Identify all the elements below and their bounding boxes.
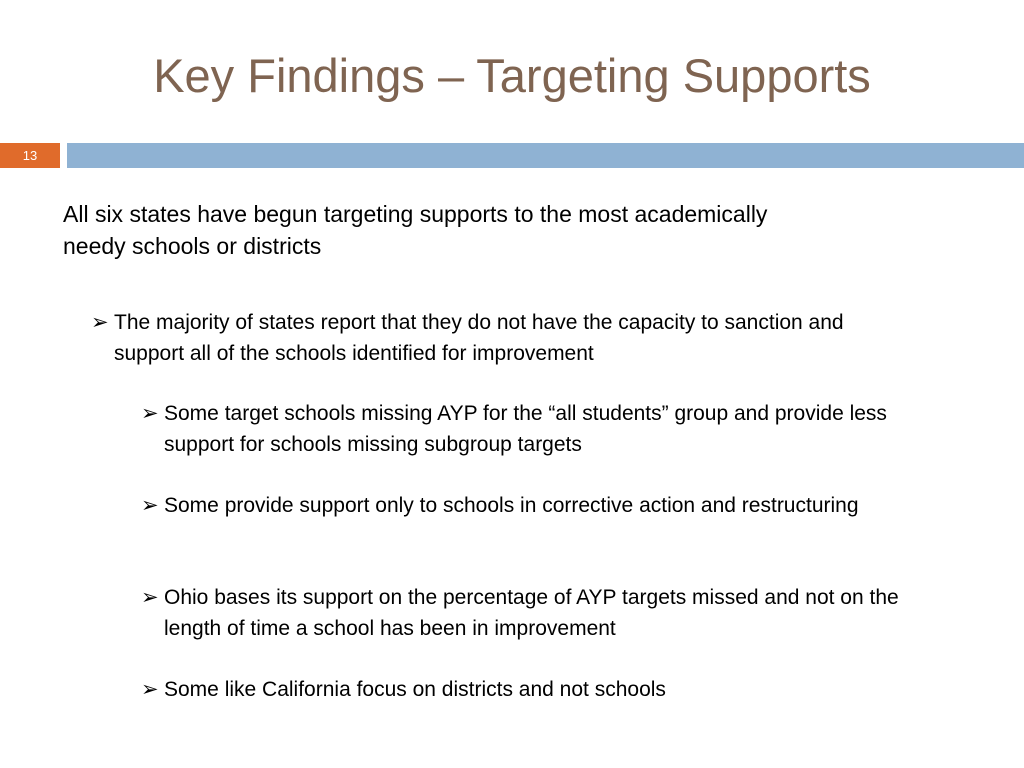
intro-paragraph: All six states have begun targeting supports to the most academically needy schools or districts bbox=[63, 201, 768, 259]
sub-bullet-text: Some target schools missing AYP for the “all students” group and provide less support for schools missing subgroup targets bbox=[164, 402, 887, 456]
slide-number-badge: 13 bbox=[0, 143, 60, 168]
arrow-bullet-icon: ➢ bbox=[141, 678, 159, 701]
sub-bullet-text: Some like California focus on districts and not schools bbox=[164, 678, 666, 701]
sub-bullet-text: Some provide support only to schools in corrective action and restructuring bbox=[164, 494, 859, 517]
sub-bullet-item bbox=[141, 490, 921, 521]
sub-bullet-item bbox=[141, 674, 921, 705]
slide-title: Key Findings – Targeting Supports bbox=[153, 49, 871, 102]
arrow-bullet-icon: ➢ bbox=[141, 494, 159, 517]
bullet-text: The majority of states report that they do not have the capacity to sanction and support all of the schools identified for improvement bbox=[114, 311, 844, 365]
sub-bullet-item bbox=[141, 398, 921, 460]
bullet-item bbox=[91, 307, 891, 369]
sub-bullet-item bbox=[141, 582, 921, 644]
arrow-bullet-icon: ➢ bbox=[141, 402, 159, 425]
arrow-bullet-icon: ➢ bbox=[91, 311, 109, 334]
sub-bullet-text: Ohio bases its support on the percentage of AYP targets missed and not on the length of time a school has been in improvement bbox=[164, 586, 899, 640]
arrow-bullet-icon: ➢ bbox=[141, 586, 159, 609]
